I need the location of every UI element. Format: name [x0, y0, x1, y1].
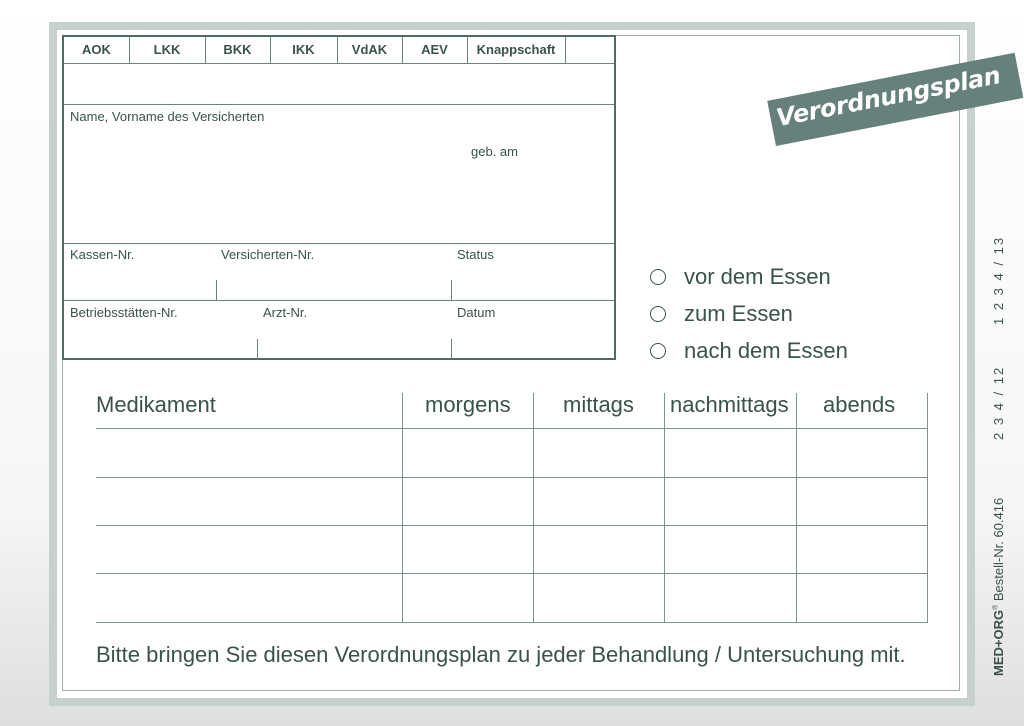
insurer-blank — [565, 37, 614, 63]
table-row — [96, 477, 928, 478]
divider — [467, 37, 468, 63]
birthdate-label: geb. am — [471, 144, 518, 159]
radio-circle-icon — [650, 343, 666, 359]
datum-label: Datum — [457, 305, 496, 320]
option-label: nach dem Essen — [684, 338, 848, 363]
radio-circle-icon — [650, 269, 666, 285]
fold-marks-top: 1 2 3 4 / 13 — [991, 235, 1006, 325]
option-after-meal[interactable] — [650, 338, 848, 364]
table-row — [96, 428, 928, 429]
versicherten-nr-label: Versicherten-Nr. — [221, 247, 315, 262]
divider — [451, 339, 452, 359]
insurer-aev: AEV — [421, 42, 448, 57]
divider — [402, 37, 403, 63]
insurer-bkk: BKK — [223, 42, 252, 57]
insurer-aok: AOK — [82, 42, 111, 57]
table-row — [96, 525, 928, 526]
insurer-ikk: IKK — [292, 42, 315, 57]
divider — [216, 280, 217, 300]
divider — [64, 104, 614, 105]
divider — [337, 37, 338, 63]
fold-marks-bottom: 2 3 4 / 12 — [991, 365, 1006, 440]
header-abends: abends — [823, 392, 896, 417]
arzt-nr-label: Arzt-Nr. — [263, 305, 308, 320]
header-morgens: morgens — [425, 392, 511, 417]
option-label: vor dem Essen — [684, 264, 831, 289]
divider — [451, 280, 452, 300]
name-label: Name, Vorname des Versicherten — [70, 109, 265, 124]
order-number: Bestell-Nr. 60.416 — [991, 497, 1006, 602]
divider — [64, 300, 614, 301]
divider — [205, 37, 206, 63]
kassen-nr-label: Kassen-Nr. — [70, 247, 135, 262]
footer-note: Bitte bringen Sie diesen Verordnungsplan zu jeder Behandlung / Untersuchung mit. — [96, 642, 906, 667]
brand-logo: MED+ORG — [991, 609, 1006, 676]
header-nachmittags: nachmittags — [670, 392, 789, 417]
divider — [565, 37, 566, 63]
table-row — [96, 573, 928, 574]
header-medikament: Medikament — [96, 392, 216, 417]
publisher-info: MED+ORG® Bestell-Nr. 60.416 — [991, 497, 1006, 676]
page-title: Verordnungsplan — [774, 61, 1003, 133]
table-row — [96, 622, 928, 623]
insurer-vdak: VdAK — [351, 42, 388, 57]
insurer-lkk: LKK — [153, 42, 181, 57]
insurance-box — [62, 35, 616, 360]
divider — [64, 63, 614, 64]
insurer-knappschaft: Knappschaft — [476, 42, 556, 57]
option-label: zum Essen — [684, 301, 793, 326]
header-mittags: mittags — [563, 392, 634, 417]
divider — [257, 339, 258, 359]
divider — [64, 243, 614, 244]
status-label: Status — [457, 247, 494, 262]
betriebsstaetten-nr-label: Betriebsstätten-Nr. — [70, 305, 178, 320]
option-before-meal[interactable] — [650, 264, 831, 290]
divider — [129, 37, 130, 63]
radio-circle-icon — [650, 306, 666, 322]
divider — [270, 37, 271, 63]
option-with-meal[interactable] — [650, 301, 793, 327]
